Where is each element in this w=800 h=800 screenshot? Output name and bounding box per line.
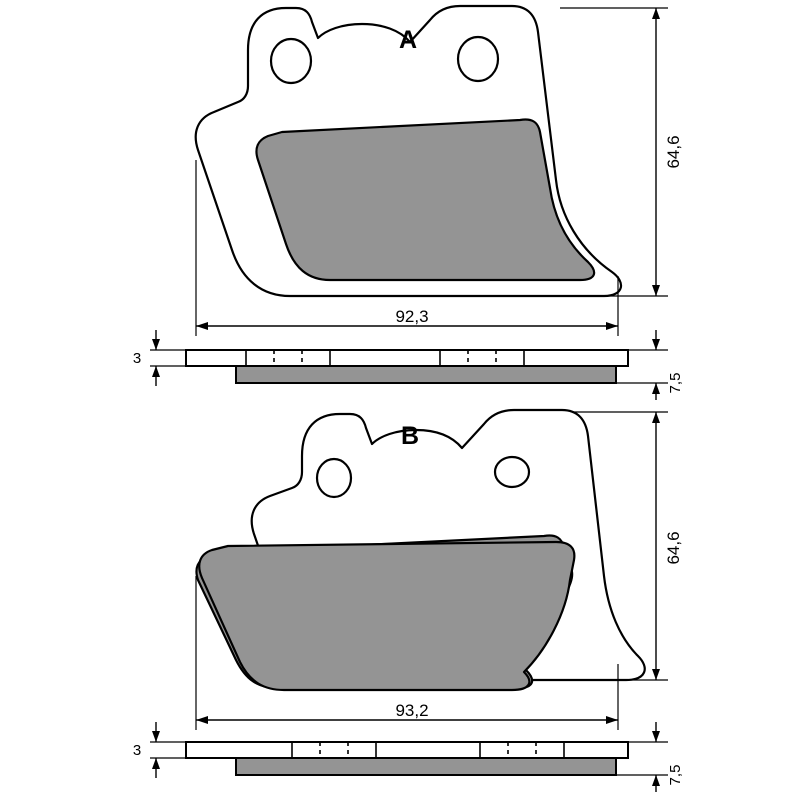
pad-b-side-lining <box>236 758 616 775</box>
pad-a-height-value: 64,6 <box>664 135 683 169</box>
pad-a-group <box>196 6 621 296</box>
pad-a-backing-thickness-dimension <box>133 330 186 386</box>
pad-a-side-view <box>186 350 628 383</box>
pad-b-label: B <box>400 422 420 450</box>
pad-a-total-thickness-value: 7,5 <box>667 372 684 394</box>
pad-a-width-value: 92,3 <box>395 307 429 326</box>
pad-b-friction-material-shape <box>199 542 574 690</box>
pad-b-group <box>196 410 644 690</box>
pad-b-total-thickness-value: 7,5 <box>667 764 684 786</box>
pad-b-mount-hole-right <box>495 457 529 487</box>
pad-b-backing-thickness-value: 3 <box>132 742 142 759</box>
pad-b-side-backing <box>186 742 628 758</box>
pad-b-mount-hole-left <box>317 459 351 497</box>
pad-a-backing-thickness-value: 3 <box>132 350 142 367</box>
pad-a-side-backing <box>186 350 628 366</box>
pad-b-width-value: 93,2 <box>395 701 429 720</box>
pad-a-mount-hole-right <box>458 37 498 81</box>
pad-b-height-value: 64,6 <box>664 531 683 565</box>
pad-a-mount-hole-left <box>271 39 311 83</box>
pad-a-label: A <box>398 26 418 54</box>
pad-a-side-lining <box>236 366 616 383</box>
pad-b-side-view <box>186 742 628 775</box>
pad-b-backing-thickness-dimension <box>133 722 186 778</box>
